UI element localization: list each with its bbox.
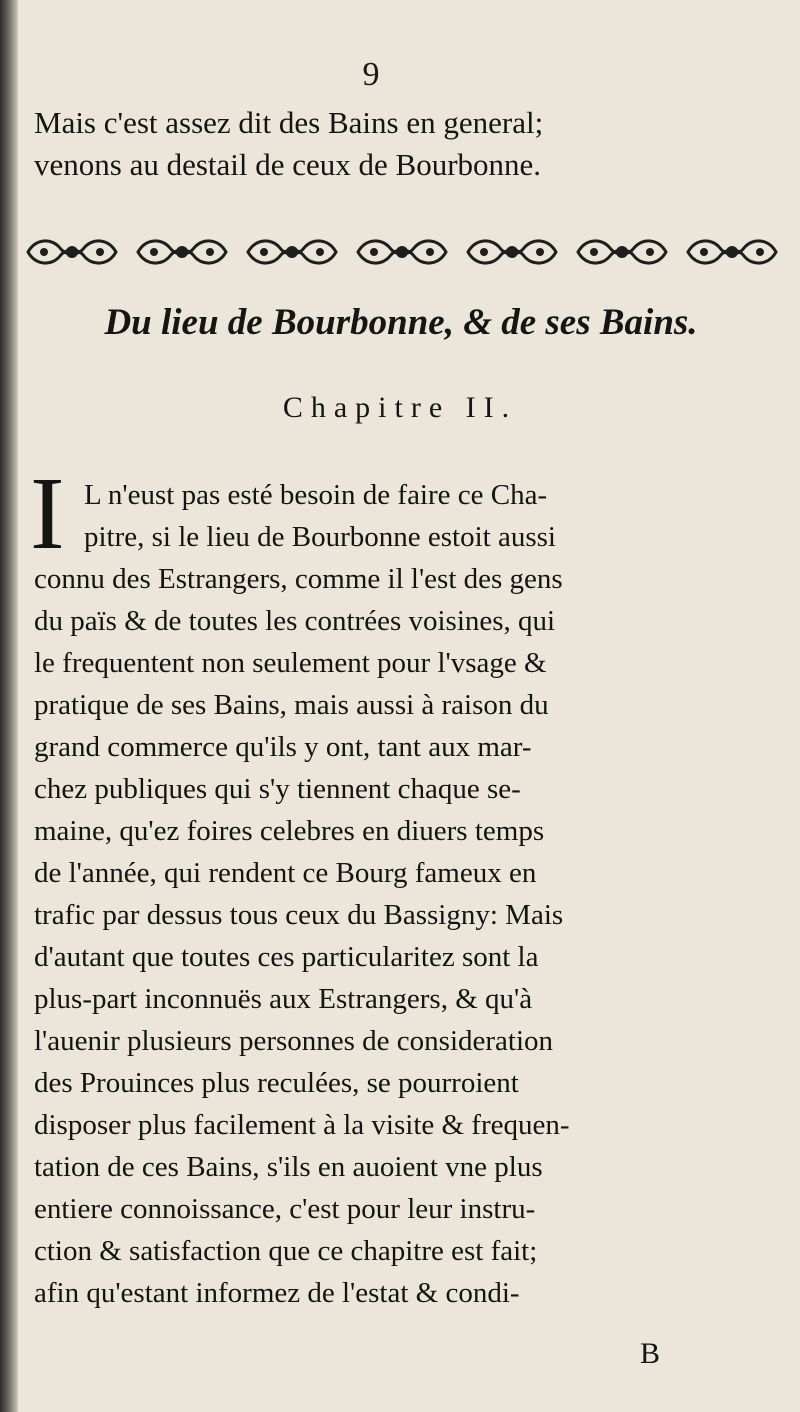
body-line: disposer plus facilement à la visite & frequen-: [34, 1109, 570, 1141]
drop-cap-initial: I: [30, 456, 65, 571]
body-line: d'autant que toutes ces particularitez sont la: [34, 941, 539, 973]
fleuron-ornament-icon: [242, 234, 342, 270]
fleuron-ornament-icon: [572, 234, 672, 270]
fleuron-ornament-icon: [462, 234, 562, 270]
signature-mark: B: [639, 1337, 660, 1370]
body-line: l'auenir plusieurs personnes de consideration: [34, 1025, 554, 1057]
section-title: Du lieu de Bourbonne, & de ses Bains.: [104, 302, 698, 343]
fleuron-ornament-icon: [682, 234, 782, 270]
body-line: tation de ces Bains, s'ils en auoient vne plus: [34, 1151, 543, 1183]
intro-line: venons au destail de ceux de Bourbonne.: [34, 147, 542, 182]
body-line: plus-part inconnuës aux Estrangers, & qu'à: [34, 983, 533, 1015]
body-line: le frequentent non seulement pour l'vsage &: [34, 647, 547, 679]
body-line: pitre, si le lieu de Bourbonne estoit aussi: [84, 521, 556, 553]
body-line: des Prouinces plus reculées, se pourroient: [34, 1067, 519, 1099]
body-line: du païs & de toutes les contrées voisines, qui: [34, 605, 556, 637]
decorative-ornament-band: [22, 232, 782, 272]
body-line: connu des Estrangers, comme il l'est des gens: [34, 563, 563, 595]
body-line: L n'eust pas esté besoin de faire ce Cha-: [84, 479, 548, 511]
body-line: pratique de ses Bains, mais aussi à raison du: [34, 689, 549, 721]
body-line: grand commerce qu'ils y ont, tant aux mar-: [34, 731, 532, 763]
fleuron-ornament-icon: [132, 234, 232, 270]
fleuron-ornament-icon: [352, 234, 452, 270]
body-line: trafic par dessus tous ceux du Bassigny: Mais: [34, 899, 564, 931]
body-paragraph: [34, 474, 774, 1314]
body-line: entiere connoissance, c'est pour leur instru-: [34, 1193, 536, 1225]
binding-gutter: [0, 0, 18, 1412]
chapter-heading: Chapitre II.: [282, 391, 518, 424]
body-line: maine, qu'ez foires celebres en diuers temps: [34, 815, 545, 847]
intro-line: Mais c'est assez dit des Bains en general;: [34, 105, 544, 140]
body-line: afin qu'estant informez de l'estat & condi-: [34, 1277, 520, 1309]
body-line: ction & satisfaction que ce chapitre est fait;: [34, 1235, 538, 1267]
intro-paragraph: [34, 102, 774, 186]
body-line: de l'année, qui rendent ce Bourg fameux en: [34, 857, 537, 889]
fleuron-ornament-icon: [22, 234, 122, 270]
page-number: 9: [362, 56, 380, 93]
body-line: chez publiques qui s'y tiennent chaque se-: [34, 773, 521, 805]
